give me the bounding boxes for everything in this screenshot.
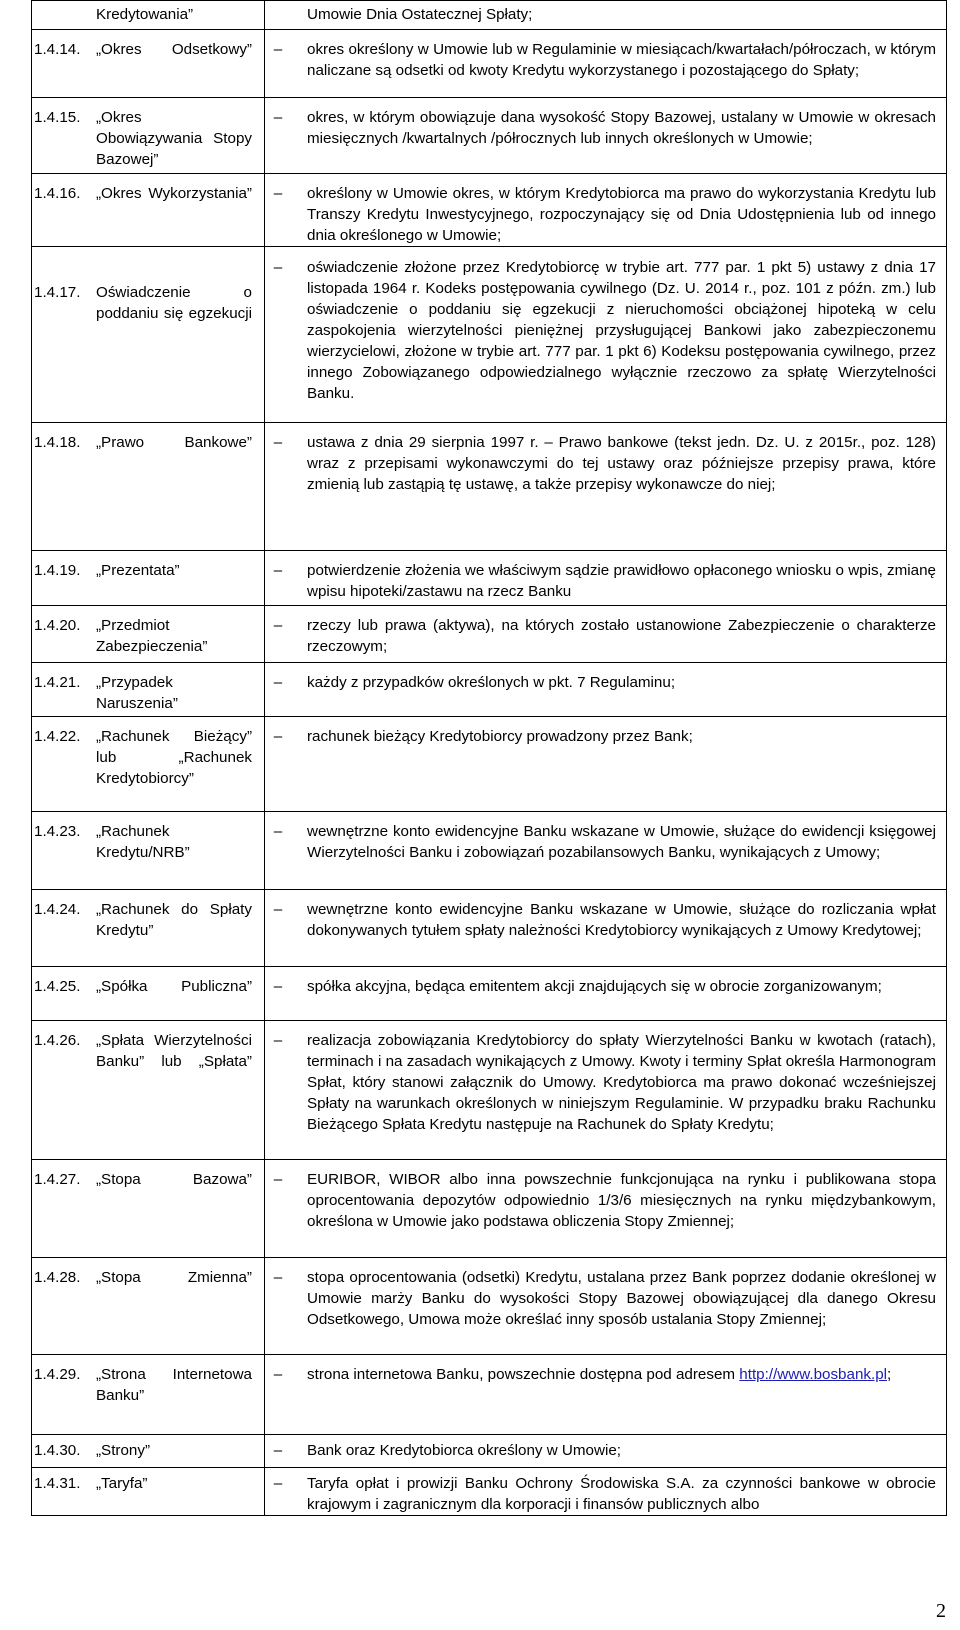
term-cell [32, 551, 265, 606]
term-cell [32, 890, 265, 967]
term-cell [32, 606, 265, 663]
dash-marker: – [273, 41, 283, 58]
definition-cell [265, 551, 947, 606]
definition-body: określony w Umowie okres, w którym Kredytobiorca ma prawo do wykorzystania Kredytu lub Transzy Kredytu Inwestycyjnego, rozpoczynający się od Dnia Udostępnienia lub od innego dnia określonego w Umowie; [307, 185, 936, 244]
term-name: „Spłata Wierzytelności Banku” lub „Spłata” [96, 1032, 252, 1070]
definition-text [307, 39, 936, 81]
definition-text [307, 183, 936, 246]
definition-cell [265, 247, 947, 423]
page-number: 2 [936, 1600, 946, 1622]
definition-text [307, 672, 936, 693]
definition-body: każdy z przypadków określonych w pkt. 7 Regulaminu; [307, 674, 676, 691]
definition-cell [265, 812, 947, 890]
term-number: 1.4.30. [34, 1442, 81, 1459]
term-name: „Spółka Publiczna” [96, 978, 252, 995]
definition-text [307, 1473, 936, 1515]
definition-body: stopa oprocentowania (odsetki) Kredytu, ustalana przez Bank poprzez dodanie określonej w Umowie marży Banku do wysokości Stopy Bazowej obowiązującej dla danego Okresu Odsetkowego, Umowa może określać inny sposób ustalania Stopy Zmiennej; [307, 1269, 936, 1328]
definition-cell [265, 606, 947, 663]
term-cell [32, 1, 265, 30]
definition-cell [265, 1021, 947, 1160]
definition-body: wewnętrzne konto ewidencyjne Banku wskazane w Umowie, służące do rozliczania wpłat dokonywanych tytułem spłaty należności Kredytobiorcy wynikających z Umowy Kredytowej; [307, 901, 936, 939]
definition-text [307, 615, 936, 657]
definition-cell [265, 30, 947, 98]
term-number: 1.4.22. [34, 728, 81, 745]
term-cell [32, 1435, 265, 1468]
term-name: Oświadczenie o poddaniu się egzekucji [96, 284, 252, 322]
definition-text [307, 976, 936, 997]
definition-body: ustawa z dnia 29 sierpnia 1997 r. – Prawo bankowe (tekst jedn. Dz. U. z 2015r., poz. 128) wraz z przepisami wykonawczymi do tej ustawy oraz późniejsze przepisy prawa, które zmienią lub zastąpią tę ustawę, a także przepisy wykonawcze do niej; [307, 434, 936, 493]
dash-marker: – [273, 1475, 283, 1492]
term-name: „Rachunek do Spłaty Kredytu” [96, 901, 252, 939]
definition-row [32, 1021, 947, 1160]
term-name: „Okres Obowiązywania Stopy Bazowej” [96, 109, 252, 168]
definition-row [32, 1258, 947, 1355]
term-name: „Rachunek Bieżący” lub „Rachunek Kredytobiorcy” [96, 728, 252, 787]
definition-row [32, 423, 947, 551]
bank-website-link[interactable]: http://www.bosbank.pl [739, 1366, 888, 1383]
term-number: 1.4.24. [34, 901, 81, 918]
definition-text [307, 1364, 936, 1385]
definition-body: Bank oraz Kredytobiorca określony w Umowie; [307, 1442, 622, 1459]
dash-marker: – [273, 901, 283, 918]
dash-marker: – [273, 823, 283, 840]
term-cell [32, 98, 265, 174]
dash-marker: – [273, 1269, 283, 1286]
definition-text [307, 821, 936, 863]
term-name: „Prezentata” [96, 562, 180, 579]
definition-body: okres określony w Umowie lub w Regulaminie w miesiącach/kwartałach/półroczach, w którym naliczane są odsetki od kwoty Kredytu wykorzystanego i pozostającego do Spłaty; [307, 41, 936, 79]
term-name: „Stopa Bazowa” [96, 1171, 252, 1188]
definition-cell [265, 1468, 947, 1516]
definition-body: rachunek bieżący Kredytobiorcy prowadzony przez Bank; [307, 728, 693, 745]
definition-text [307, 1440, 936, 1461]
definition-text [307, 257, 936, 404]
definition-row [32, 30, 947, 98]
definition-body: Umowie Dnia Ostatecznej Spłaty; [307, 6, 533, 23]
term-cell [32, 174, 265, 247]
definition-cell [265, 663, 947, 717]
term-number: 1.4.18. [34, 434, 81, 451]
dash-marker: – [273, 978, 283, 995]
definition-cell [265, 423, 947, 551]
term-number: 1.4.17. [34, 284, 81, 301]
term-cell [32, 663, 265, 717]
definition-row [32, 551, 947, 606]
term-name: „Taryfa” [96, 1475, 148, 1492]
definition-body: wewnętrzne konto ewidencyjne Banku wskazane w Umowie, służące do ewidencji księgowej Wierzytelności Banku i zobowiązań pozabilansowych Banku, wynikających z Umowy; [307, 823, 936, 861]
definition-text [307, 432, 936, 495]
definition-cell [265, 890, 947, 967]
definition-cell [265, 967, 947, 1021]
definition-row [32, 812, 947, 890]
term-name: „Przypadek Naruszenia” [96, 674, 178, 712]
dash-marker: – [273, 109, 283, 126]
definition-row [32, 663, 947, 717]
dash-marker: – [273, 1442, 283, 1459]
term-number: 1.4.16. [34, 185, 81, 202]
term-number: 1.4.26. [34, 1032, 81, 1049]
term-name: „Przedmiot Zabezpieczenia” [96, 617, 208, 655]
definition-text [307, 107, 936, 149]
definition-text [307, 726, 936, 747]
term-cell [32, 717, 265, 812]
term-number: 1.4.28. [34, 1269, 81, 1286]
term-number: 1.4.15. [34, 109, 81, 126]
definition-text [307, 4, 936, 25]
definition-cell [265, 174, 947, 247]
dash-marker: – [273, 674, 283, 691]
definition-row [32, 1435, 947, 1468]
term-number: 1.4.31. [34, 1475, 81, 1492]
definition-body: spółka akcyjna, będąca emitentem akcji znajdujących się w obrocie zorganizowanym; [307, 978, 882, 995]
term-number: 1.4.14. [34, 41, 81, 58]
dash-marker: – [273, 728, 283, 745]
definition-body: Taryfa opłat i prowizji Banku Ochrony Środowiska S.A. za czynności bankowe w obrocie krajowym i zagranicznym dla korporacji i finansów publicznych albo [307, 1475, 936, 1513]
definition-text [307, 899, 936, 941]
definition-row [32, 1468, 947, 1516]
definition-row [32, 967, 947, 1021]
term-cell [32, 1021, 265, 1160]
term-name: „Strona Internetowa Banku” [96, 1366, 252, 1404]
term-cell [32, 247, 265, 423]
definition-row [32, 98, 947, 174]
definition-text [307, 1267, 936, 1330]
link-suffix: ; [887, 1366, 892, 1383]
term-number: 1.4.20. [34, 617, 81, 634]
definition-cell [265, 1355, 947, 1435]
dash-marker: – [273, 434, 283, 451]
definition-cell [265, 1258, 947, 1355]
definition-row [32, 1, 947, 30]
definition-body: EURIBOR, WIBOR albo inna powszechnie funkcjonująca na rynku i publikowana stopa oprocentowania depozytów odpowiednio 1/3/6 miesięcznych na rynku międzybankowym, określona w Umowie jako podstawa obliczenia Stopy Zmiennej; [307, 1171, 936, 1230]
term-name: „Prawo Bankowe” [96, 434, 252, 451]
term-number: 1.4.25. [34, 978, 81, 995]
term-name: „Okres Odsetkowy” [96, 41, 252, 58]
term-cell [32, 423, 265, 551]
definition-text [307, 1169, 936, 1232]
term-name: Kredytowania” [96, 6, 194, 23]
definition-row [32, 174, 947, 247]
definition-text [307, 560, 936, 602]
dash-marker: – [273, 1171, 283, 1188]
definition-row [32, 606, 947, 663]
term-cell [32, 1160, 265, 1258]
definition-body: potwierdzenie złożenia we właściwym sądzie prawidłowo opłaconego wniosku o wpis, zmianę wpisu hipoteki/zastawu na rzecz Banku [307, 562, 936, 600]
definition-cell [265, 1, 947, 30]
definition-body: realizacja zobowiązania Kredytobiorcy do spłaty Wierzytelności Banku w kwotach (ratach), terminach i na zasadach wynikających z Umowy. Kwoty i terminy Spłat określa Harmonogram Spłat, który stanowi załącznik do Umowy. Kredytobiorca ma prawo dokonać wcześniejszej Spłaty na warunkach określonych w niniejszym Regulaminie. W przypadku braku Rachunku Bieżącego Spłata Kredytu następuje na Rachunek do Spłaty Kredytu; [307, 1032, 936, 1133]
definition-cell [265, 1160, 947, 1258]
definition-body: okres, w którym obowiązuje dana wysokość Stopy Bazowej, ustalany w Umowie w okresach miesięcznych /kwartalnych /półrocznych lub innych określonych w Umowie; [307, 109, 936, 147]
dash-marker: – [273, 185, 283, 202]
term-number: 1.4.29. [34, 1366, 81, 1383]
term-name: „Rachunek Kredytu/NRB” [96, 823, 190, 861]
definition-body: oświadczenie złożone przez Kredytobiorcę w trybie art. 777 par. 1 pkt 5) ustawy z dnia 17 listopada 1964 r. Kodeks postępowania cywilnego (Dz. U. 2014 r., poz. 101 z późn. zm.) lub oświadczenie o poddaniu się egzekucji z nieruchomości obciążonej hipoteką w celu zaspokojenia wierzytelności pieniężnej przysługującej Bankowi jako zabezpieczonemu wierzycielowi, złożone w trybie art. 777 par. 1 pkt 6) Kodeksu postępowania cywilnego, przez innego Zobowiązanego odpowiedzialnego wyłącznie rzeczowo za spłatę Wierzytelności Banku. [307, 259, 936, 402]
definition-row [32, 890, 947, 967]
dash-marker: – [273, 1032, 283, 1049]
term-name: „Strony” [96, 1442, 151, 1459]
definition-cell [265, 717, 947, 812]
definition-row [32, 717, 947, 812]
term-number: 1.4.21. [34, 674, 81, 691]
term-cell [32, 1258, 265, 1355]
dash-marker: – [273, 562, 283, 579]
dash-marker: – [273, 259, 283, 276]
term-name: „Stopa Zmienna” [96, 1269, 252, 1286]
term-number: 1.4.23. [34, 823, 81, 840]
term-cell [32, 812, 265, 890]
term-number: 1.4.27. [34, 1171, 81, 1188]
definition-body: strona internetowa Banku, powszechnie dostępna pod adresem [307, 1366, 736, 1383]
term-cell [32, 1468, 265, 1516]
definition-cell [265, 1435, 947, 1468]
definition-text [307, 1030, 936, 1135]
term-cell [32, 30, 265, 98]
dash-marker: – [273, 1366, 283, 1383]
term-cell [32, 1355, 265, 1435]
definition-cell [265, 98, 947, 174]
definition-body: rzeczy lub prawa (aktywa), na których zostało ustanowione Zabezpieczenie o charakterze rzeczowym; [307, 617, 936, 655]
term-number: 1.4.19. [34, 562, 81, 579]
dash-marker: – [273, 617, 283, 634]
term-name: „Okres Wykorzystania” [96, 185, 252, 202]
definitions-table [31, 0, 947, 1516]
definition-row [32, 1160, 947, 1258]
definition-row [32, 247, 947, 423]
term-cell [32, 967, 265, 1021]
definition-row [32, 1355, 947, 1435]
